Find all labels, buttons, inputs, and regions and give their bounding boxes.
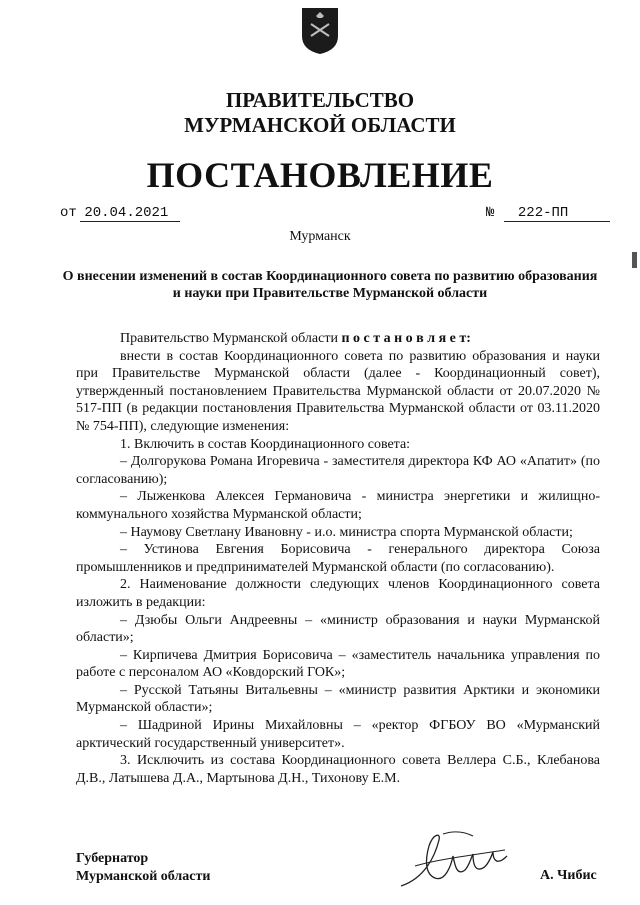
city: Мурманск xyxy=(289,229,351,244)
body-paragraph: – Дзюбы Ольги Андреевны – «министр образования и науки Мурманской области»; xyxy=(76,612,600,646)
document-number: 222-ПП xyxy=(504,205,610,222)
body-paragraph: – Шадриной Ирины Михайловны – «ректор ФГБОУ ВО «Мурманский арктический государственный университет». xyxy=(76,718,600,751)
body-paragraph: – Русской Татьяны Витальевны – «министр развития Арктики и экономики Мурманской области»; xyxy=(76,682,600,716)
date-prefix: от xyxy=(60,205,77,221)
body-paragraph: – Кирпичева Дмитрия Борисовича – «заместитель начальника управления по работе с персоналом АО «Ковдорский ГОК»; xyxy=(76,647,600,681)
decree-word: п о с т а н о в л я е т: xyxy=(341,331,471,346)
coat-of-arms-icon xyxy=(300,6,340,56)
scan-edge-mark xyxy=(632,252,637,268)
decree-intro: Правительство Мурманской области п о с т а н о в л я е т: xyxy=(120,331,471,346)
document-subject: О внесении изменений в состав Координационного совета по развитию образования и науки при Правительстве Мурманской области xyxy=(62,269,598,301)
position-line-2: Мурманской области xyxy=(76,869,211,884)
document-date: 20.04.2021 xyxy=(80,205,180,222)
number-row xyxy=(486,205,610,222)
document-body xyxy=(76,330,600,787)
body-paragraph: – Лыженкова Алексея Германовича - министра энергетики и жилищно-коммунального хозяйства Мурманской области; xyxy=(76,489,600,522)
signatory-name: А. Чибис xyxy=(540,868,597,883)
header-line-2: МУРМАНСКОЙ ОБЛАСТИ xyxy=(184,113,456,137)
date-row xyxy=(60,205,180,222)
body-paragraph: – Долгорукова Романа Игоревича - заместителя директора КФ АО «Апатит» (по согласованию); xyxy=(76,454,600,487)
number-prefix: № xyxy=(486,205,495,221)
header-line-1: ПРАВИТЕЛЬСТВО xyxy=(225,88,415,112)
signatory-position xyxy=(76,850,210,886)
body-paragraph: – Наумову Светлану Ивановну - и.о. министра спорта Мурманской области; xyxy=(120,524,573,540)
body-paragraph: внести в состав Координационного совета по развитию образования и науки при Правительстве Мурманской области (далее - Координационный совет), утвержденный постановлением Правительства Мурманской области от 20.07.2020 № 517-ПП (в редакции постановления Правительства Мурманской области от 03.11.2020 № 754-ПП), следующие изменения: xyxy=(76,348,600,434)
signature-icon xyxy=(395,826,515,892)
body-paragraph: – Устинова Евгения Борисовича - генерального директора Союза промышленников и предпринимателей Мурманской области (по согласованию). xyxy=(76,542,600,575)
body-paragraph: 2. Наименование должности следующих членов Координационного совета изложить в редакции: xyxy=(76,577,600,610)
body-paragraph: 3. Исключить из состава Координационного совета Веллера С.Б., Клебанова Д.В., Латышева Д.А., Мартынова Д.Н., Тихонову Е.М. xyxy=(76,753,600,786)
document-type: ПОСТАНОВЛЕНИЕ xyxy=(146,155,494,195)
body-paragraph: 1. Включить в состав Координационного совета: xyxy=(120,436,411,452)
position-line-1: Губернатор xyxy=(76,851,149,866)
